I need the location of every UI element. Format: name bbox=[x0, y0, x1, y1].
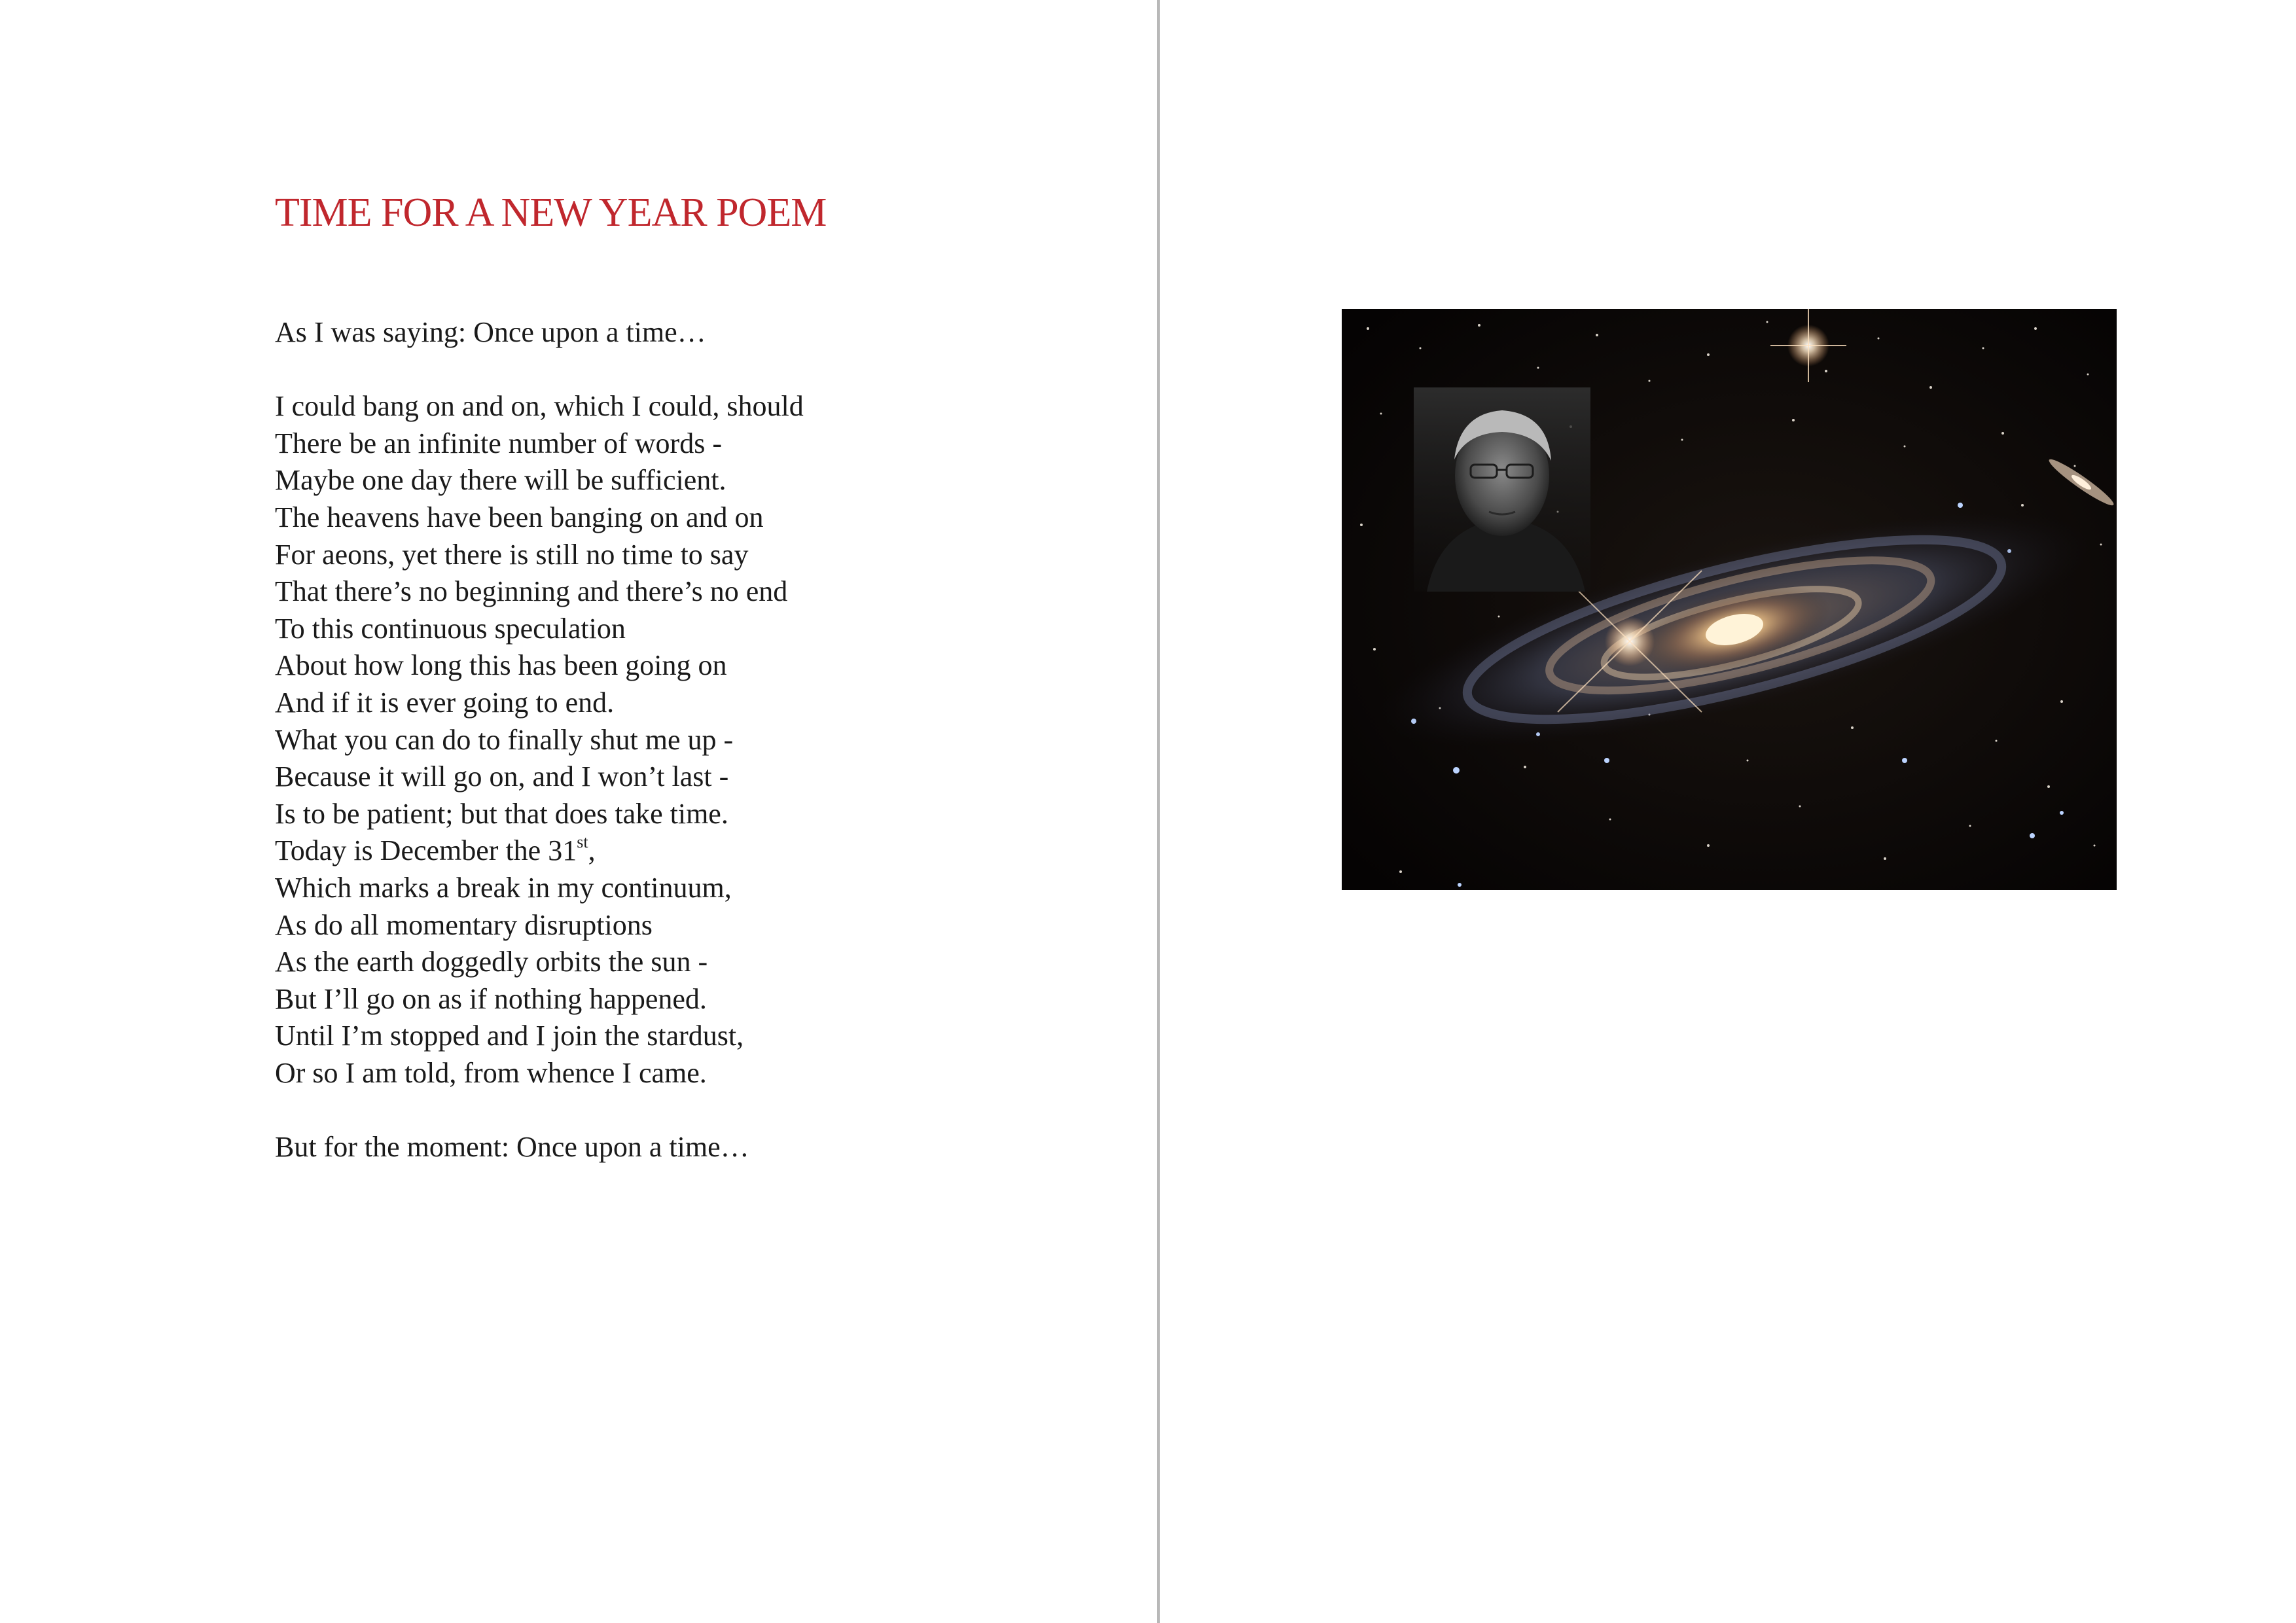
poem-line: As the earth doggedly orbits the sun - bbox=[275, 946, 708, 978]
date-ordinal: st bbox=[577, 832, 588, 851]
poem-line: To this continuous speculation bbox=[275, 612, 626, 645]
poem-title: TIME FOR A NEW YEAR POEM bbox=[275, 190, 827, 235]
poem-line: The heavens have been banging on and on bbox=[275, 501, 764, 533]
stanza-break bbox=[275, 1092, 804, 1129]
poem-line: Or so I am told, from whence I came. bbox=[275, 1056, 707, 1089]
stanza-break bbox=[275, 351, 804, 389]
poem-line: That there’s no beginning and there’s no end bbox=[275, 575, 788, 608]
poem-body bbox=[275, 314, 804, 1166]
poem-line: And if it is ever going to end. bbox=[275, 686, 615, 719]
poem-line: What you can do to finally shut me up - bbox=[275, 723, 734, 756]
galaxy-illustration bbox=[1342, 309, 2117, 890]
poem-date-line bbox=[275, 832, 804, 870]
poem-opening-line: As I was saying: Once upon a time… bbox=[275, 316, 706, 348]
date-comma: , bbox=[588, 834, 596, 867]
poem-line: Maybe one day there will be sufficient. bbox=[275, 464, 726, 497]
poem-line: There be an infinite number of words - bbox=[275, 427, 722, 459]
poem-line: For aeons, yet there is still no time to say bbox=[275, 538, 749, 571]
poem-line: As do all momentary disruptions bbox=[275, 908, 653, 941]
poem-line: But I’ll go on as if nothing happened. bbox=[275, 982, 707, 1015]
poem-line: Until I’m stopped and I join the stardust, bbox=[275, 1020, 744, 1052]
poem-closing-line: But for the moment: Once upon a time… bbox=[275, 1131, 749, 1164]
portrait-inset bbox=[1414, 387, 1590, 592]
poem-line: Because it will go on, and I won’t last - bbox=[275, 760, 729, 793]
galaxy-photo bbox=[1342, 309, 2117, 890]
poem-line: Which marks a break in my continuum, bbox=[275, 871, 732, 904]
poem-line: Is to be patient; but that does take time. bbox=[275, 797, 728, 830]
poem-line: I could bang on and on, which I could, should bbox=[275, 390, 804, 423]
date-text: Today is December the 31 bbox=[275, 834, 577, 867]
poem-line: About how long this has been going on bbox=[275, 649, 727, 682]
